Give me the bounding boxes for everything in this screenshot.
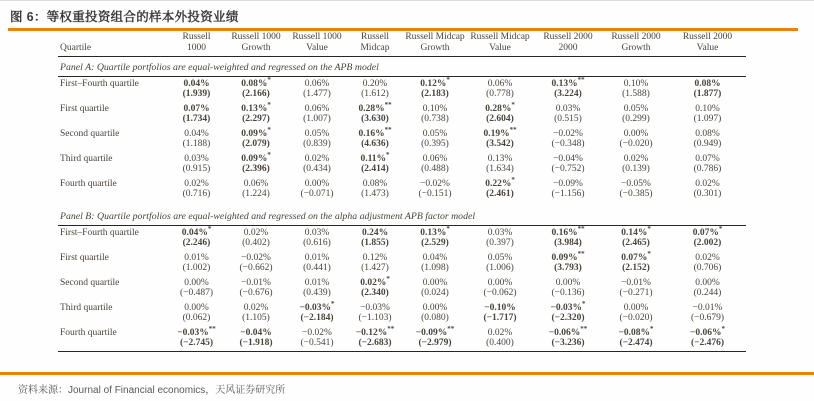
coef-cell: 0.02%* (360, 274, 390, 288)
coef-cell: 0.16%** (358, 125, 392, 139)
tstat-cell: (−0.271) (619, 288, 653, 298)
tstat-cell: (2.246) (182, 238, 211, 248)
tstat-cell: (0.716) (182, 189, 211, 199)
coef-cell: 0.13%* (420, 224, 450, 238)
coef-cell: 0.05% (422, 129, 448, 139)
figure-title: 图 6：等权重投资组合的样本外投资业绩 (10, 10, 239, 24)
significance-stars: * (267, 125, 271, 134)
table-row (58, 251, 746, 263)
coef-cell: 0.09%* (241, 150, 271, 164)
coef-cell: 0.11%* (360, 150, 390, 164)
coef-cell: 0.13% (487, 154, 513, 164)
coef-cell: 0.07% (183, 104, 210, 114)
tstat-cell: (3.542) (486, 139, 514, 149)
coef-cell: 0.04% (183, 79, 210, 89)
tstat-cell: (0.397) (486, 238, 514, 248)
coef-cell: 0.03% (184, 154, 209, 164)
source-line: 资料来源：Journal of Financial economics，天风证券研究所 (18, 385, 286, 396)
coef-cell: 0.02% (623, 154, 649, 164)
coef-cell: 0.09%* (241, 125, 271, 139)
tstat-cell: (1.939) (182, 89, 211, 99)
column-header: Russell 2000 Value (669, 32, 746, 57)
significance-stars: ** (208, 324, 216, 333)
significance-stars: * (511, 175, 515, 184)
coef-cell: −0.08%* (618, 324, 654, 338)
coef-cell: −0.04% (240, 328, 272, 338)
tstat-cell: (3.984) (554, 238, 582, 248)
tstat-cell: (0.062) (182, 313, 211, 323)
tstat-cell: (0.915) (182, 164, 211, 174)
tstat-cell: (4.636) (361, 139, 389, 149)
coef-cell: 0.00% (487, 278, 513, 288)
tstat-cell: (1.473) (361, 189, 389, 199)
coef-cell: −0.06%** (548, 324, 588, 338)
tstat-cell: (0.434) (303, 164, 331, 174)
coef-cell: 0.02% (243, 303, 269, 313)
coef-cell: −0.01% (692, 303, 723, 313)
coef-cell: 0.02% (695, 253, 720, 263)
tstat-cell: (0.441) (303, 263, 331, 273)
row-label: First quartile (60, 253, 109, 263)
significance-stars: ** (384, 100, 392, 109)
coef-cell: −0.01% (621, 278, 651, 288)
coef-cell: 0.04% (422, 253, 448, 263)
coef-cell: −0.02% (241, 253, 271, 263)
row-label-spacer (58, 139, 168, 152)
significance-stars: * (721, 324, 726, 333)
tstat-cell: (−2.745) (168, 338, 225, 352)
tstat-cell: (1.097) (693, 114, 722, 124)
significance-stars: ** (447, 324, 455, 333)
column-header: Russell 1000 (168, 32, 225, 57)
row-label: Fourth quartile (60, 328, 117, 338)
table-row-tstat (58, 288, 746, 301)
coef-cell: 0.02% (243, 228, 269, 238)
tstat-cell: (2.297) (242, 114, 270, 124)
coef-cell: 0.03% (304, 228, 330, 238)
coef-cell: 0.22%* (485, 175, 515, 189)
table-row (58, 127, 746, 139)
significance-stars: ** (577, 249, 585, 258)
table-row-tstat (58, 238, 746, 251)
coef-cell: 0.05% (623, 104, 649, 114)
coef-cell: 0.08% (694, 79, 721, 89)
tstat-cell: (0.515) (554, 114, 582, 124)
tstat-cell: (−0.151) (418, 189, 452, 199)
tstat-cell: (1.734) (182, 114, 211, 124)
row-label: First–Fourth quartile (60, 79, 139, 89)
table-row-tstat (58, 164, 746, 177)
coef-cell: 0.01% (304, 278, 330, 288)
coef-cell: 0.00% (555, 278, 581, 288)
tstat-cell: (−0.385) (619, 189, 653, 199)
column-header: Russell 1000 Growth (225, 32, 287, 57)
tstat-cell: (0.616) (303, 238, 331, 248)
significance-stars: * (267, 100, 271, 109)
significance-stars: * (650, 324, 654, 333)
significance-stars: * (446, 224, 450, 233)
tstat-cell: (−0.020) (619, 313, 653, 323)
tstat-cell: (1.007) (303, 114, 331, 124)
row-label: Third quartile (60, 154, 113, 164)
table-row (58, 276, 746, 288)
column-header: Russell 1000 Value (287, 32, 347, 57)
coef-cell: 0.03% (487, 228, 513, 238)
tstat-cell: (1.877) (693, 89, 722, 99)
significance-stars: * (446, 75, 450, 84)
coef-cell: −0.06%* (689, 324, 726, 338)
tstat-cell: (2.340) (361, 288, 389, 298)
table-row (58, 102, 746, 114)
tstat-cell: (3.630) (361, 114, 389, 124)
tstat-cell: (1.855) (361, 238, 389, 248)
coef-cell: 0.02% (695, 179, 720, 189)
coef-cell: −0.09% (553, 179, 583, 189)
tstat-cell: (−0.676) (239, 288, 273, 298)
coef-cell: 0.05% (487, 253, 513, 263)
tstat-cell: (0.400) (467, 338, 533, 352)
coef-cell: −0.10% (484, 303, 516, 313)
tstat-cell: (1.098) (421, 263, 449, 273)
tstat-cell: (0.395) (421, 139, 449, 149)
significance-stars: * (647, 224, 651, 233)
coef-cell: 0.06% (487, 79, 513, 89)
coef-cell: 0.12%* (420, 75, 450, 89)
table-row-tstat (58, 263, 746, 276)
tstat-cell: (−1.717) (483, 313, 517, 323)
tstat-cell: (0.706) (693, 263, 722, 273)
coef-cell: 0.03% (555, 104, 581, 114)
tstat-cell: (−0.348) (551, 139, 585, 149)
coef-cell: 0.24% (361, 228, 389, 238)
coef-cell: 0.00% (184, 278, 209, 288)
significance-stars: * (582, 299, 586, 308)
tstat-cell: (3.793) (554, 263, 582, 273)
tstat-cell: (−1.918) (225, 338, 287, 352)
tstat-cell: (−2.474) (603, 338, 669, 352)
row-label-spacer (58, 114, 168, 127)
tstat-cell: (1.188) (182, 139, 211, 149)
tstat-cell: (−3.236) (533, 338, 603, 352)
tstat-cell: (2.414) (361, 164, 389, 174)
tstat-cell: (−2.320) (551, 313, 585, 323)
row-label-spacer (58, 164, 168, 177)
tstat-cell: (1.105) (242, 313, 270, 323)
coef-cell: 0.12% (362, 253, 388, 263)
tstat-cell: (3.224) (554, 89, 582, 99)
column-header: Russell Midcap Value (467, 32, 533, 57)
significance-stars: * (718, 224, 723, 233)
panel-caption: Panel B: Quartile portfolios are equal-weighted and regressed on the alpha adjustment APB factor model (58, 202, 746, 226)
row-label: Fourth quartile (60, 179, 117, 189)
tstat-cell: (−0.541) (287, 338, 347, 352)
significance-stars: ** (577, 75, 585, 84)
coef-cell: 0.10% (422, 104, 448, 114)
table-row-tstat (58, 338, 746, 352)
tstat-cell: (2.396) (242, 164, 270, 174)
column-header-quartile: Quartile (58, 32, 168, 57)
tstat-cell: (0.488) (421, 164, 449, 174)
coef-cell: 0.02% (487, 328, 513, 338)
table-row (58, 152, 746, 164)
coef-cell: −0.02% (420, 179, 450, 189)
coef-cell: −0.12%** (355, 324, 395, 338)
coef-cell: 0.13%* (241, 100, 271, 114)
significance-stars: * (331, 299, 335, 308)
coef-cell: 0.14%* (621, 224, 651, 238)
significance-stars: ** (580, 324, 588, 333)
significance-stars: * (386, 150, 390, 159)
tstat-cell: (−2.979) (403, 338, 467, 352)
row-label-spacer (58, 288, 168, 301)
coef-cell: −0.01% (241, 278, 271, 288)
table-row (58, 301, 746, 313)
coef-cell: 0.00% (422, 303, 448, 313)
coef-cell: −0.03% (360, 303, 390, 313)
tstat-cell: (0.949) (693, 139, 722, 149)
row-label: Second quartile (60, 129, 120, 139)
tstat-cell: (0.778) (486, 89, 514, 99)
coef-cell: 0.08%* (241, 75, 271, 89)
coef-cell: 0.08% (695, 129, 720, 139)
significance-stars: * (647, 249, 651, 258)
tstat-cell: (0.439) (303, 288, 331, 298)
table-row (58, 177, 746, 189)
coef-cell: 0.06% (304, 79, 330, 89)
coef-cell: 0.08% (362, 179, 388, 189)
table-row (58, 226, 746, 239)
significance-stars: * (511, 100, 515, 109)
row-label-spacer (58, 89, 168, 102)
tstat-cell: (2.183) (421, 89, 449, 99)
tstat-cell: (−0.679) (690, 313, 725, 323)
tstat-cell: (−1.103) (358, 313, 392, 323)
table-row-tstat (58, 313, 746, 326)
coef-cell: 0.00% (422, 278, 448, 288)
tstat-cell: (1.612) (361, 89, 389, 99)
coef-cell: 0.28%* (485, 100, 515, 114)
coef-cell: 0.00% (695, 278, 720, 288)
tstat-cell: (0.024) (421, 288, 449, 298)
panel-caption: Panel A: Quartile portfolios are equal-weighted and regressed on the APB model (58, 57, 746, 77)
tstat-cell: (−2.476) (669, 338, 746, 352)
tstat-cell: (−0.752) (551, 164, 585, 174)
row-label: First quartile (60, 104, 109, 114)
tstat-cell: (0.080) (421, 313, 449, 323)
tstat-cell: (2.465) (622, 238, 650, 248)
tstat-cell: (−2.683) (347, 338, 403, 352)
significance-stars: ** (509, 125, 517, 134)
coef-cell: 0.19%** (483, 125, 517, 139)
tstat-cell: (0.244) (693, 288, 722, 298)
coef-cell: −0.04% (553, 154, 583, 164)
coef-cell: 0.01% (184, 253, 209, 263)
table-row-tstat (58, 139, 746, 152)
tstat-cell: (1.224) (242, 189, 270, 199)
tstat-cell: (2.604) (486, 114, 514, 124)
coef-cell: 0.04%* (181, 224, 212, 238)
tstat-cell: (−0.487) (179, 288, 214, 298)
coef-cell: −0.05% (621, 179, 651, 189)
row-label-spacer (58, 263, 168, 276)
performance-table (58, 32, 746, 352)
significance-stars: ** (387, 324, 395, 333)
significance-stars: * (267, 75, 271, 84)
tstat-cell: (0.301) (693, 189, 722, 199)
tstat-cell: (2.529) (421, 238, 449, 248)
coef-cell: 0.00% (623, 303, 649, 313)
coef-cell: −0.03%* (299, 299, 335, 313)
tstat-cell: (0.738) (421, 114, 449, 124)
coef-cell: 0.01% (304, 253, 330, 263)
tstat-cell: (0.786) (693, 164, 722, 174)
table-body (58, 57, 746, 352)
coef-cell: 0.28%** (358, 100, 392, 114)
coef-cell: 0.00% (304, 179, 330, 189)
significance-stars: * (267, 150, 271, 159)
tstat-cell: (2.079) (242, 139, 270, 149)
row-label-spacer (58, 313, 168, 326)
tstat-cell: (−0.020) (619, 139, 653, 149)
coef-cell: 0.10% (623, 79, 649, 89)
tstat-cell: (0.299) (622, 114, 650, 124)
coef-cell: 0.10% (695, 104, 720, 114)
column-header: Russell Midcap Growth (403, 32, 467, 57)
tstat-cell: (−0.062) (483, 288, 517, 298)
coef-cell: −0.03%** (177, 324, 216, 338)
table-header (58, 32, 746, 57)
tstat-cell: (0.402) (242, 238, 270, 248)
coef-cell: −0.02% (553, 129, 583, 139)
row-label-spacer (58, 238, 168, 251)
coef-cell: 0.13%** (551, 75, 585, 89)
column-header: Russell 2000 Growth (603, 32, 669, 57)
row-label: First–Fourth quartile (60, 228, 139, 238)
coef-cell: 0.07%* (692, 224, 723, 238)
significance-stars: ** (384, 125, 392, 134)
tstat-cell: (1.588) (622, 89, 650, 99)
tstat-cell: (1.002) (182, 263, 211, 273)
tstat-cell: (0.139) (622, 164, 650, 174)
significance-stars: ** (577, 224, 585, 233)
coef-cell: −0.09%** (415, 324, 455, 338)
coef-cell: −0.03%* (550, 299, 586, 313)
coef-cell: 0.00% (184, 303, 209, 313)
coef-cell: 0.02% (184, 179, 209, 189)
tstat-cell: (2.152) (622, 263, 650, 273)
coef-cell: −0.02% (302, 328, 332, 338)
coef-cell: 0.16%** (551, 224, 585, 238)
tstat-cell: (0.839) (303, 139, 331, 149)
coef-cell: 0.05% (304, 129, 330, 139)
tstat-cell: (−1.156) (551, 189, 585, 199)
table-row-tstat (58, 114, 746, 127)
table-row-tstat (58, 89, 746, 102)
tstat-cell: (2.461) (486, 189, 514, 199)
tstat-cell: (1.427) (361, 263, 389, 273)
column-header: Russell Midcap (347, 32, 403, 57)
row-label-spacer (58, 338, 168, 352)
tstat-cell: (1.634) (486, 164, 514, 174)
tstat-cell: (−0.071) (300, 189, 334, 199)
coef-cell: 0.06% (243, 179, 269, 189)
tstat-cell: (2.166) (242, 89, 270, 99)
coef-cell: 0.02% (304, 154, 330, 164)
significance-stars: * (386, 274, 390, 283)
coef-cell: 0.00% (623, 129, 649, 139)
table-row (58, 326, 746, 338)
coef-cell: 0.06% (422, 154, 448, 164)
footer-divider-rule (0, 372, 814, 375)
row-label: Second quartile (60, 278, 120, 288)
tstat-cell: (2.002) (693, 238, 722, 248)
row-label-spacer (58, 189, 168, 202)
tstat-cell: (−2.184) (300, 313, 334, 323)
tstat-cell: (1.477) (303, 89, 331, 99)
coef-cell: 0.06% (304, 104, 330, 114)
coef-cell: 0.04% (184, 129, 209, 139)
significance-stars: * (207, 224, 212, 233)
coef-cell: 0.20% (362, 79, 388, 89)
title-underline-rule (8, 28, 798, 31)
tstat-cell: (−0.136) (551, 288, 585, 298)
coef-cell: 0.09%** (551, 249, 585, 263)
column-header: Russell 2000 2000 (533, 32, 603, 57)
coef-cell: 0.07%* (621, 249, 651, 263)
coef-cell: 0.07% (695, 154, 720, 164)
row-label: Third quartile (60, 303, 113, 313)
tstat-cell: (1.006) (486, 263, 514, 273)
tstat-cell: (−0.662) (239, 263, 273, 273)
table-row-tstat (58, 189, 746, 202)
table-row (58, 77, 746, 90)
